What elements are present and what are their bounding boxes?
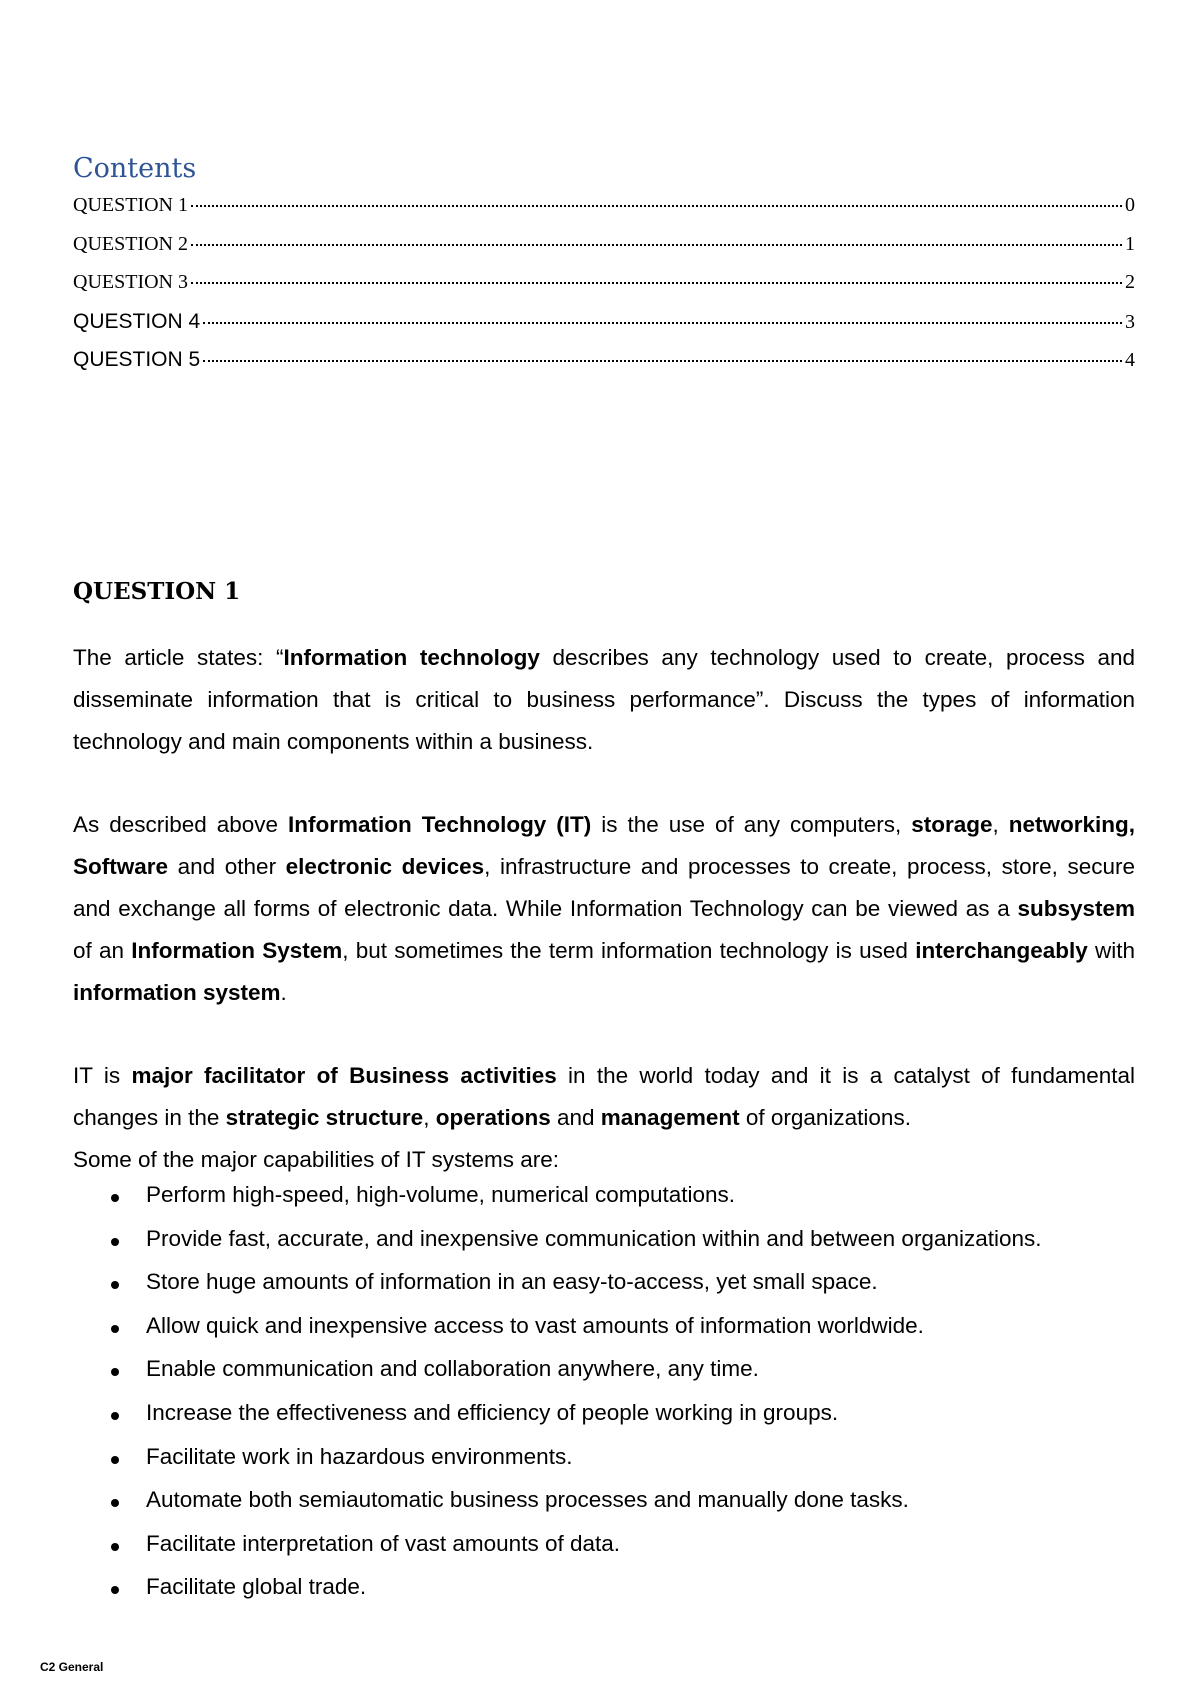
bullet-icon	[111, 1456, 119, 1464]
toc-entry-question-4[interactable]	[73, 310, 1135, 349]
bullet-icon	[111, 1499, 119, 1507]
toc-leader-dots	[191, 282, 1122, 284]
list-item: Facilitate interpretation of vast amounts of data.	[73, 1531, 1153, 1575]
toc-entry-label: QUESTION 1	[73, 194, 188, 216]
classification-footer: C2 General	[40, 1660, 104, 1674]
list-item: Perform high-speed, high-volume, numerical computations.	[73, 1182, 1153, 1226]
bullet-icon	[111, 1325, 119, 1333]
bullet-icon	[111, 1543, 119, 1551]
toc-entry-question-2[interactable]	[73, 233, 1135, 272]
bullet-icon	[111, 1586, 119, 1594]
toc-entry-question-5[interactable]	[73, 348, 1135, 387]
question-1-prompt: The article states: “Information technology describes any technology used to create, process and disseminate information that is critical to business performance”. Discuss the types of information technology and main components within a business.	[73, 645, 1135, 754]
toc-entry-page: 0	[1125, 194, 1135, 216]
toc-entry-question-1[interactable]	[73, 194, 1135, 233]
bullet-icon	[111, 1194, 119, 1202]
toc-entry-question-3[interactable]	[73, 271, 1135, 310]
toc-entry-label: QUESTION 2	[73, 232, 188, 255]
it-facilitator-paragraph: IT is major facilitator of Business activities in the world today and it is a catalyst of fundamental changes in the strategic structure, operations and management of organizations.	[73, 1063, 1136, 1130]
list-item: Provide fast, accurate, and inexpensive communication within and between organizations.	[73, 1226, 1153, 1270]
list-item: Automate both semiautomatic business processes and manually done tasks.	[73, 1487, 1153, 1531]
bullet-icon	[111, 1368, 119, 1376]
toc-entry-page: 2	[1125, 271, 1135, 293]
toc-heading: Contents	[73, 153, 197, 184]
toc-leader-dots	[203, 322, 1122, 324]
list-item: Increase the effectiveness and efficiency of people working in groups.	[73, 1400, 1153, 1444]
it-definition-paragraph: As described above Information Technology (IT) is the use of any computers, storage, networking, Software and other electronic devices, infrastructure and processes to create, process, store, secure and exchange all forms of electronic data. While Information Technology can be viewed as a subsystem of an Information System, but sometimes the term information technology is used interchangeably with information system.	[73, 812, 1135, 1005]
list-item: Enable communication and collaboration anywhere, any time.	[73, 1356, 1153, 1400]
question-1-heading: QUESTION 1	[73, 578, 241, 605]
toc-entry-page: 4	[1125, 349, 1135, 371]
toc-entry-page: 1	[1125, 232, 1135, 255]
list-item: Allow quick and inexpensive access to vast amounts of information worldwide.	[73, 1313, 1153, 1357]
capabilities-intro: Some of the major capabilities of IT systems are:	[73, 1147, 560, 1172]
list-item: Store huge amounts of information in an easy-to-access, yet small space.	[73, 1269, 1153, 1313]
bullet-icon	[111, 1238, 119, 1246]
toc-entry-label: QUESTION 4	[73, 309, 201, 333]
list-item: Facilitate work in hazardous environments.	[73, 1444, 1153, 1488]
list-item: Facilitate global trade.	[73, 1574, 1153, 1618]
toc-leader-dots	[191, 244, 1122, 246]
table-of-contents	[73, 194, 1135, 387]
toc-entry-label: QUESTION 3	[73, 271, 188, 293]
bullet-icon	[111, 1281, 119, 1289]
capabilities-list	[73, 1182, 1153, 1618]
toc-leader-dots	[191, 205, 1122, 207]
toc-leader-dots	[203, 360, 1122, 362]
toc-entry-label: QUESTION 5	[73, 348, 201, 371]
toc-entry-page: 3	[1125, 310, 1135, 333]
bullet-icon	[111, 1412, 119, 1420]
